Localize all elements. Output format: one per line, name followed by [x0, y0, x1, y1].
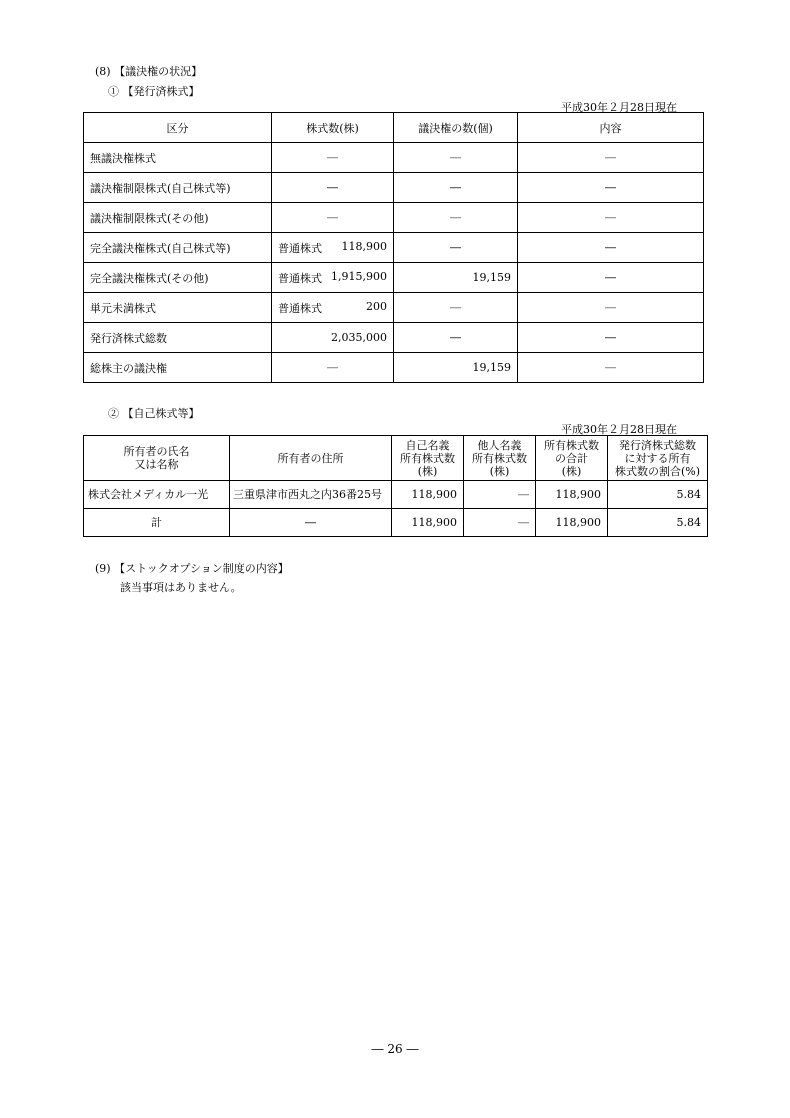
shares-cell: ―	[272, 143, 394, 173]
column-header-owner-address: 所有者の住所	[230, 436, 392, 481]
votes-cell: ―	[394, 143, 518, 173]
owner-address-cell: ―	[230, 509, 392, 537]
section-8-heading: (8) 【議決権の状況】	[95, 65, 203, 78]
as-of-date-2: 平成30年２月28日現在	[561, 423, 677, 436]
table-header-row	[84, 436, 708, 481]
table-row	[84, 509, 708, 537]
row-label: 議決権制限株式(その他)	[84, 203, 272, 233]
content-cell: ―	[518, 233, 704, 263]
issued-shares-table	[83, 112, 704, 383]
table-row	[84, 143, 704, 173]
column-header-owner-name: 所有者の氏名 又は名称	[84, 436, 230, 481]
votes-cell: ―	[394, 173, 518, 203]
share-count: 200	[366, 299, 387, 313]
share-count: 118,900	[341, 239, 387, 253]
row-label: 完全議決権株式(その他)	[84, 263, 272, 293]
column-header-own-name-shares: 自己名義 所有株式数 (株)	[392, 436, 464, 481]
shares-cell: ―	[272, 203, 394, 233]
table-row	[84, 173, 704, 203]
votes-cell: ―	[394, 233, 518, 263]
shares-cell	[272, 263, 394, 293]
table-row	[84, 323, 704, 353]
content-cell: ―	[518, 353, 704, 383]
row-label: 単元未満株式	[84, 293, 272, 323]
shares-cell: 2,035,000	[272, 323, 394, 353]
owner-name-cell: 株式会社メディカル一光	[84, 481, 230, 509]
content-cell: ―	[518, 323, 704, 353]
column-header-other-name-shares: 他人名義 所有株式数 (株)	[464, 436, 536, 481]
owner-name-cell: 計	[84, 509, 230, 537]
votes-cell: ―	[394, 323, 518, 353]
section-9-body: 該当事項はありません。	[120, 581, 242, 594]
table-row	[84, 233, 704, 263]
subsection-treasury-shares-heading: ② 【自己株式等】	[108, 407, 200, 420]
row-label: 完全議決権株式(自己株式等)	[84, 233, 272, 263]
votes-cell: 19,159	[394, 353, 518, 383]
content-cell: ―	[518, 203, 704, 233]
share-type: 普通株式	[278, 241, 322, 255]
treasury-shares-table	[83, 435, 708, 537]
as-of-date-1: 平成30年２月28日現在	[561, 101, 677, 114]
table-row	[84, 203, 704, 233]
share-type: 普通株式	[278, 271, 322, 285]
column-header-total-shares: 所有株式数 の合計 (株)	[536, 436, 608, 481]
column-header-content: 内容	[518, 113, 704, 143]
row-label: 議決権制限株式(自己株式等)	[84, 173, 272, 203]
shares-cell	[272, 233, 394, 263]
table-row	[84, 263, 704, 293]
content-cell: ―	[518, 173, 704, 203]
table-row	[84, 353, 704, 383]
column-header-shares: 株式数(株)	[272, 113, 394, 143]
votes-cell: ―	[394, 203, 518, 233]
row-label: 総株主の議決権	[84, 353, 272, 383]
own-shares-cell: 118,900	[392, 509, 464, 537]
section-9-heading: (9) 【ストックオプション制度の内容】	[95, 562, 289, 575]
owner-address-cell: 三重県津市西丸之内36番25号	[230, 481, 392, 509]
ratio-cell: 5.84	[608, 509, 708, 537]
votes-cell: ―	[394, 293, 518, 323]
table-row	[84, 481, 708, 509]
other-shares-cell: ―	[464, 481, 536, 509]
shares-cell: ―	[272, 353, 394, 383]
ratio-cell: 5.84	[608, 481, 708, 509]
content-cell: ―	[518, 263, 704, 293]
table-row	[84, 293, 704, 323]
content-cell: ―	[518, 143, 704, 173]
row-label: 発行済株式総数	[84, 323, 272, 353]
table-header-row	[84, 113, 704, 143]
share-count: 1,915,900	[331, 269, 387, 283]
total-shares-cell: 118,900	[536, 481, 608, 509]
page-number: ― 26 ―	[371, 1042, 419, 1056]
own-shares-cell: 118,900	[392, 481, 464, 509]
column-header-category: 区分	[84, 113, 272, 143]
row-label: 無議決権株式	[84, 143, 272, 173]
content-cell: ―	[518, 293, 704, 323]
total-shares-cell: 118,900	[536, 509, 608, 537]
shares-cell	[272, 293, 394, 323]
column-header-ownership-ratio: 発行済株式総数 に対する所有 株式数の割合(%)	[608, 436, 708, 481]
subsection-issued-shares-heading: ① 【発行済株式】	[108, 85, 200, 98]
column-header-votes: 議決権の数(個)	[394, 113, 518, 143]
share-type: 普通株式	[278, 301, 322, 315]
votes-cell: 19,159	[394, 263, 518, 293]
other-shares-cell: ―	[464, 509, 536, 537]
shares-cell: ―	[272, 173, 394, 203]
